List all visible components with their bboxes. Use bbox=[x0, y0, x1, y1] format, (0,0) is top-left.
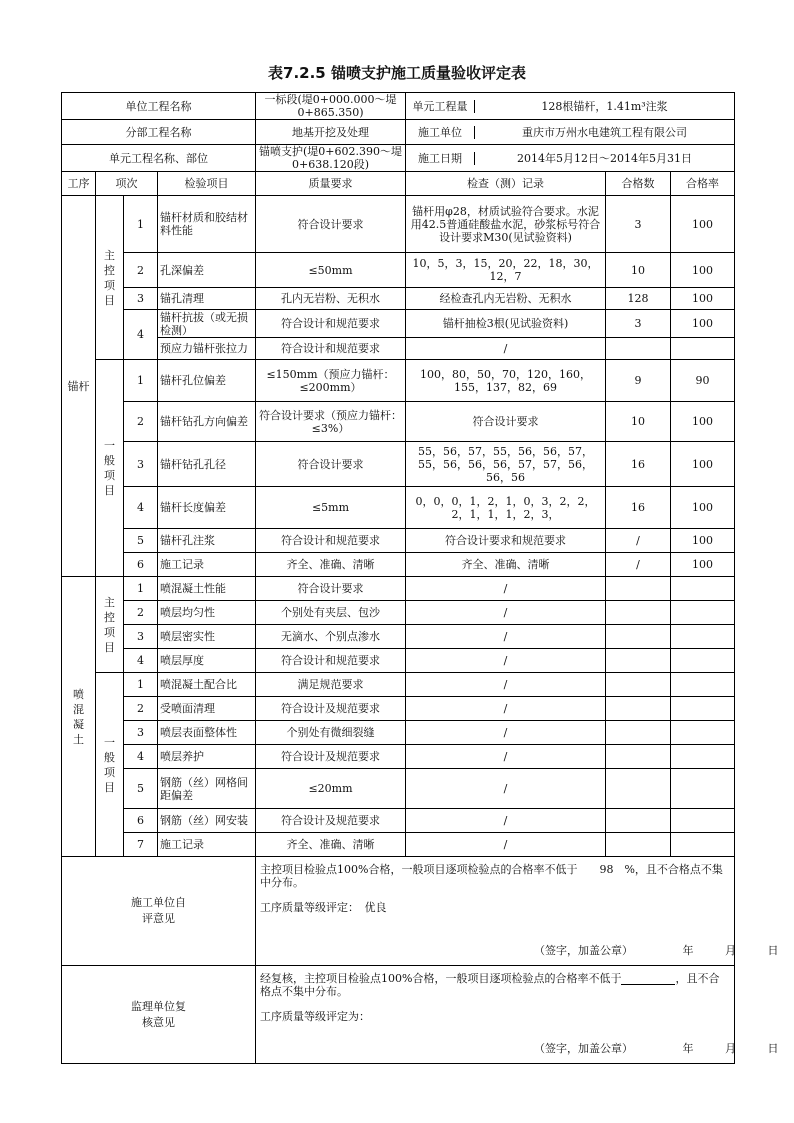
header-row-3 bbox=[62, 145, 735, 172]
quality-req: 符合设计和规范要求 bbox=[256, 338, 406, 360]
qualified-count bbox=[606, 338, 671, 360]
table-row bbox=[62, 577, 735, 601]
item-no: 4 bbox=[124, 310, 158, 360]
table-row bbox=[62, 625, 735, 649]
supervisor-opinion-text: 经复核，主控项目检验点100%合格，一般项目逐项检验点的合格率不低于 ，且不合格点不集中分布。 bbox=[260, 972, 720, 998]
table-row bbox=[62, 673, 735, 697]
record: / bbox=[406, 745, 606, 769]
qualified-count: 3 bbox=[606, 196, 671, 253]
table-row bbox=[62, 196, 735, 253]
item-no: 5 bbox=[124, 529, 158, 553]
group-anchor-general bbox=[96, 360, 124, 577]
inspection-item: 孔深偏差 bbox=[158, 253, 256, 288]
item-no: 3 bbox=[124, 625, 158, 649]
col-process: 工序 bbox=[62, 172, 96, 196]
table-row bbox=[62, 338, 735, 360]
qualified-rate: 100 bbox=[671, 553, 735, 577]
qualified-count: 16 bbox=[606, 442, 671, 487]
inspection-item: 锚孔清理 bbox=[158, 288, 256, 310]
unit-project-label: 单位工程名称 bbox=[62, 93, 256, 120]
quality-req: 符合设计要求 bbox=[256, 442, 406, 487]
inspection-item: 锚杆材质和胶结材料性能 bbox=[158, 196, 256, 253]
table-row bbox=[62, 402, 735, 442]
quality-req: 无滴水、个别点渗水 bbox=[256, 625, 406, 649]
contractor-grade: 工序质量等级评定： 优良 bbox=[260, 901, 387, 914]
col-inspection-item: 检验项目 bbox=[158, 172, 256, 196]
qualified-rate: 100 bbox=[671, 402, 735, 442]
item-no: 3 bbox=[124, 721, 158, 745]
quality-req: ≤20mm bbox=[256, 769, 406, 809]
inspection-item: 锚杆抗拔（或无损检测） bbox=[158, 310, 256, 338]
record: / bbox=[406, 673, 606, 697]
evaluation-table bbox=[61, 92, 779, 1064]
quality-req: 符合设计要求（预应力锚杆：≤3%） bbox=[256, 402, 406, 442]
quality-req: 符合设计和规范要求 bbox=[256, 310, 406, 338]
table-row bbox=[62, 649, 735, 673]
supervisor-grade: 工序质量等级评定为： bbox=[260, 1010, 370, 1023]
group-anchor-main bbox=[96, 196, 124, 360]
col-quality-req: 质量要求 bbox=[256, 172, 406, 196]
quality-req: 符合设计及规范要求 bbox=[256, 745, 406, 769]
contractor-value: 重庆市万州水电建筑工程有限公司 bbox=[522, 125, 688, 139]
unit-project-value: 一标段(堤0+000.000～堤0+865.350) bbox=[256, 93, 406, 120]
inspection-item: 钢筋（丝）网安装 bbox=[158, 809, 256, 833]
inspection-item: 锚杆孔注浆 bbox=[158, 529, 256, 553]
record: / bbox=[406, 697, 606, 721]
inspection-item: 喷层均匀性 bbox=[158, 601, 256, 625]
inspection-item: 施工记录 bbox=[158, 553, 256, 577]
quality-req: ≤5mm bbox=[256, 487, 406, 529]
element-name-label: 单元工程名称、部位 bbox=[62, 145, 256, 172]
item-no: 3 bbox=[124, 288, 158, 310]
date-label: 施工日期 bbox=[406, 152, 475, 165]
col-item-no: 项次 bbox=[96, 172, 158, 196]
table-row bbox=[62, 745, 735, 769]
inspection-item: 喷混凝土性能 bbox=[158, 577, 256, 601]
record: / bbox=[406, 577, 606, 601]
supervisor-opinion-row bbox=[62, 966, 735, 1064]
element-quantity-label: 单元工程量 bbox=[406, 100, 475, 113]
qualified-count: 3 bbox=[606, 310, 671, 338]
table-row bbox=[62, 360, 735, 402]
contractor-opinion-text: 主控项目检验点100%合格，一般项目逐项检验点的合格率不低于 98 %，且不合格点不集中分布。 bbox=[260, 863, 723, 889]
item-no: 2 bbox=[124, 601, 158, 625]
inspection-item: 喷层养护 bbox=[158, 745, 256, 769]
item-no: 1 bbox=[124, 196, 158, 253]
record: 10，5，3，15，20，22，18，30，12，7 bbox=[406, 253, 606, 288]
qualified-rate bbox=[671, 338, 735, 360]
table-row bbox=[62, 288, 735, 310]
table-row bbox=[62, 487, 735, 529]
inspection-item: 受喷面清理 bbox=[158, 697, 256, 721]
inspection-item: 锚杆钻孔方向偏差 bbox=[158, 402, 256, 442]
supervisor-opinion-label: 监理单位复核意见 bbox=[62, 966, 256, 1064]
quality-req: 符合设计和规范要求 bbox=[256, 649, 406, 673]
qualified-count: 9 bbox=[606, 360, 671, 402]
contractor-opinion-row bbox=[62, 857, 735, 966]
record: / bbox=[406, 649, 606, 673]
qualified-count: 10 bbox=[606, 402, 671, 442]
table-row bbox=[62, 442, 735, 487]
inspection-item: 喷层表面整体性 bbox=[158, 721, 256, 745]
supervisor-opinion bbox=[256, 966, 779, 1064]
item-no: 2 bbox=[124, 253, 158, 288]
inspection-item: 锚杆长度偏差 bbox=[158, 487, 256, 529]
record: / bbox=[406, 809, 606, 833]
item-no: 1 bbox=[124, 673, 158, 697]
element-quantity-value: 128根锚杆，1.41m³注浆 bbox=[541, 99, 668, 113]
quality-req: 符合设计及规范要求 bbox=[256, 697, 406, 721]
table-row bbox=[62, 809, 735, 833]
contractor-label: 施工单位 bbox=[406, 126, 475, 139]
quality-req: 个别处有微细裂缝 bbox=[256, 721, 406, 745]
group-shot-general bbox=[96, 673, 124, 857]
col-qualified-rate: 合格率 bbox=[671, 172, 735, 196]
record: / bbox=[406, 721, 606, 745]
inspection-item: 喷层密实性 bbox=[158, 625, 256, 649]
qualified-rate: 100 bbox=[671, 253, 735, 288]
record: / bbox=[406, 625, 606, 649]
quality-req: 符合设计要求 bbox=[256, 577, 406, 601]
qualified-rate: 90 bbox=[671, 360, 735, 402]
item-no: 6 bbox=[124, 553, 158, 577]
qualified-count: / bbox=[606, 529, 671, 553]
quality-req: ≤50mm bbox=[256, 253, 406, 288]
record: 经检查孔内无岩粉、无积水 bbox=[406, 288, 606, 310]
inspection-item: 预应力锚杆张拉力 bbox=[158, 338, 256, 360]
quality-req: 齐全、准确、清晰 bbox=[256, 553, 406, 577]
header-row-1 bbox=[62, 93, 735, 120]
item-no: 4 bbox=[124, 487, 158, 529]
item-no: 1 bbox=[124, 577, 158, 601]
quality-req: 符合设计要求 bbox=[256, 196, 406, 253]
quality-req: 满足规范要求 bbox=[256, 673, 406, 697]
qualified-rate: 100 bbox=[671, 310, 735, 338]
item-no: 7 bbox=[124, 833, 158, 857]
table-row bbox=[62, 553, 735, 577]
inspection-item: 喷层厚度 bbox=[158, 649, 256, 673]
inspection-item: 施工记录 bbox=[158, 833, 256, 857]
group-anchor: 锚杆 bbox=[62, 196, 96, 577]
record: 0，0，0，1，2，1，0，3，2，2，2，1，1，1，2，3， bbox=[406, 487, 606, 529]
table-row bbox=[62, 529, 735, 553]
main-control-text: 主控项目 bbox=[104, 248, 115, 307]
quality-req: 个别处有夹层、包沙 bbox=[256, 601, 406, 625]
record: 锚杆抽检3根(见试验资料) bbox=[406, 310, 606, 338]
element-name-value: 锚喷支护(堤0+602.390～堤0+638.120段) bbox=[256, 145, 406, 172]
record: / bbox=[406, 601, 606, 625]
qualified-rate: 100 bbox=[671, 196, 735, 253]
qualified-rate: 100 bbox=[671, 288, 735, 310]
group-shot-main bbox=[96, 577, 124, 673]
item-no: 3 bbox=[124, 442, 158, 487]
record: 符合设计要求和规范要求 bbox=[406, 529, 606, 553]
division-label: 分部工程名称 bbox=[62, 120, 256, 145]
qualified-rate: 100 bbox=[671, 487, 735, 529]
supervisor-signature: （签字，加盖公章） 年 月 日 bbox=[534, 1042, 779, 1055]
header-row-2 bbox=[62, 120, 735, 145]
table-row bbox=[62, 697, 735, 721]
col-qualified-count: 合格数 bbox=[606, 172, 671, 196]
table-row bbox=[62, 601, 735, 625]
column-header-row bbox=[62, 172, 735, 196]
general-text: 一般项目 bbox=[104, 439, 115, 497]
record: 齐全、准确、清晰 bbox=[406, 553, 606, 577]
inspection-item: 锚杆钻孔孔径 bbox=[158, 442, 256, 487]
inspection-item: 钢筋（丝）网格间距偏差 bbox=[158, 769, 256, 809]
qualified-count: 10 bbox=[606, 253, 671, 288]
group-shotcrete bbox=[62, 577, 96, 857]
date-value: 2014年5月12日～2014年5月31日 bbox=[517, 151, 692, 165]
record: 100，80，50，70，120，160，155，137，82，69 bbox=[406, 360, 606, 402]
item-no: 2 bbox=[124, 402, 158, 442]
quality-req: 符合设计及规范要求 bbox=[256, 809, 406, 833]
quality-req: 孔内无岩粉、无积水 bbox=[256, 288, 406, 310]
page-title: 表7.2.5 锚喷支护施工质量验收评定表 bbox=[268, 64, 526, 82]
qualified-count: 16 bbox=[606, 487, 671, 529]
contractor-opinion bbox=[256, 857, 779, 966]
item-no: 6 bbox=[124, 809, 158, 833]
quality-req: ≤150mm（预应力锚杆：≤200mm） bbox=[256, 360, 406, 402]
table-row bbox=[62, 310, 735, 338]
quality-req: 齐全、准确、清晰 bbox=[256, 833, 406, 857]
record: / bbox=[406, 338, 606, 360]
general-text: 一般项目 bbox=[104, 735, 115, 794]
inspection-item: 喷混凝土配合比 bbox=[158, 673, 256, 697]
table-row bbox=[62, 833, 735, 857]
item-no: 5 bbox=[124, 769, 158, 809]
record: 55，56，57，55，56，56，57，55，56，56，56，57，57，56，56，56 bbox=[406, 442, 606, 487]
record: / bbox=[406, 769, 606, 809]
main-control-text: 主控项目 bbox=[104, 595, 115, 654]
qualified-rate: 100 bbox=[671, 529, 735, 553]
record: / bbox=[406, 833, 606, 857]
item-no: 4 bbox=[124, 745, 158, 769]
col-record: 检查（测）记录 bbox=[406, 172, 606, 196]
record: 符合设计要求 bbox=[406, 402, 606, 442]
blank-field bbox=[621, 973, 675, 985]
table-row bbox=[62, 769, 735, 809]
contractor-opinion-label: 施工单位自评意见 bbox=[62, 857, 256, 966]
item-no: 2 bbox=[124, 697, 158, 721]
qualified-count: 128 bbox=[606, 288, 671, 310]
division-value: 地基开挖及处理 bbox=[256, 120, 406, 145]
inspection-item: 锚杆孔位偏差 bbox=[158, 360, 256, 402]
item-no: 1 bbox=[124, 360, 158, 402]
table-row bbox=[62, 253, 735, 288]
item-no: 4 bbox=[124, 649, 158, 673]
table-row bbox=[62, 721, 735, 745]
quality-req: 符合设计和规范要求 bbox=[256, 529, 406, 553]
qualified-rate: 100 bbox=[671, 442, 735, 487]
shotcrete-text: 喷混凝土 bbox=[73, 687, 84, 746]
record: 锚杆用φ28，材质试验符合要求。水泥用42.5普通硅酸盐水泥，砂浆标号符合设计要求M30(见试验资料) bbox=[406, 196, 606, 253]
contractor-signature: （签字，加盖公章） 年 月 日 bbox=[534, 944, 779, 957]
qualified-count: / bbox=[606, 553, 671, 577]
